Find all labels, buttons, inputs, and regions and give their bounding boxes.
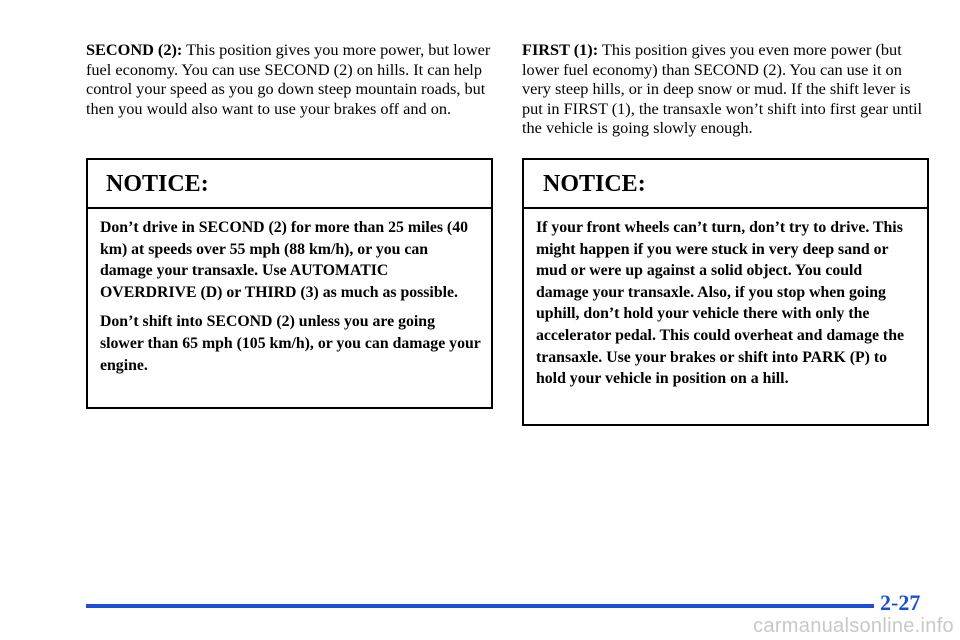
second-gear-text: This position gives you more power, but lower fuel economy. You can use SECOND (2) on hills. It can help control your speed as you go down steep mountain roads, but then you would also want to use your brakes off and on. [86,40,491,118]
first-gear-paragraph [522,40,930,138]
notice-body-right [524,209,927,390]
notice-left-paragraph-2: Don’t shift into SECOND (2) unless you are going slower than 65 mph (105 km/h), or you can damage your engine. [100,313,481,374]
right-column [522,40,930,138]
notice-left-paragraph-1: Don’t drive in SECOND (2) for more than 25 miles (40 km) at speeds over 55 mph (88 km/h), or you can damage your transaxle. Use AUTOMATIC OVERDRIVE (D) or THIRD (3) as much as possible. [100,219,468,301]
second-gear-heading: SECOND (2): [86,40,183,59]
notice-box-left [86,158,493,409]
notice-box-right [522,158,929,426]
left-column [86,40,494,118]
notice-title-right: NOTICE: [524,160,927,209]
notice-right-paragraph-1: If your front wheels can’t turn, don’t try to drive. This might happen if you were stuck in very deep sand or mud or were up against a solid object. You could damage your transaxle. Also, if you stop when going uphill, don’t hold your vehicle there with only the accelerator pedal. This could overheat and damage the transaxle. Use your brakes or shift into PARK (P) to hold your vehicle in position on a hill. [536,219,904,388]
watermark: carmanualsonline.info [753,615,954,637]
notice-title-left: NOTICE: [88,160,491,209]
page-number: 2-27 [880,590,921,615]
first-gear-text: This position gives you even more power (but lower fuel economy) than SECOND (2). You can use it on very steep hills, or in deep snow or mud. If the shift lever is put in FIRST (1), the transaxle won’t shift into first gear until the vehicle is going slowly enough. [522,40,923,138]
first-gear-heading: FIRST (1): [522,40,599,59]
notice-body-left [88,209,491,376]
second-gear-paragraph [86,40,494,118]
footer-rule [86,604,874,608]
